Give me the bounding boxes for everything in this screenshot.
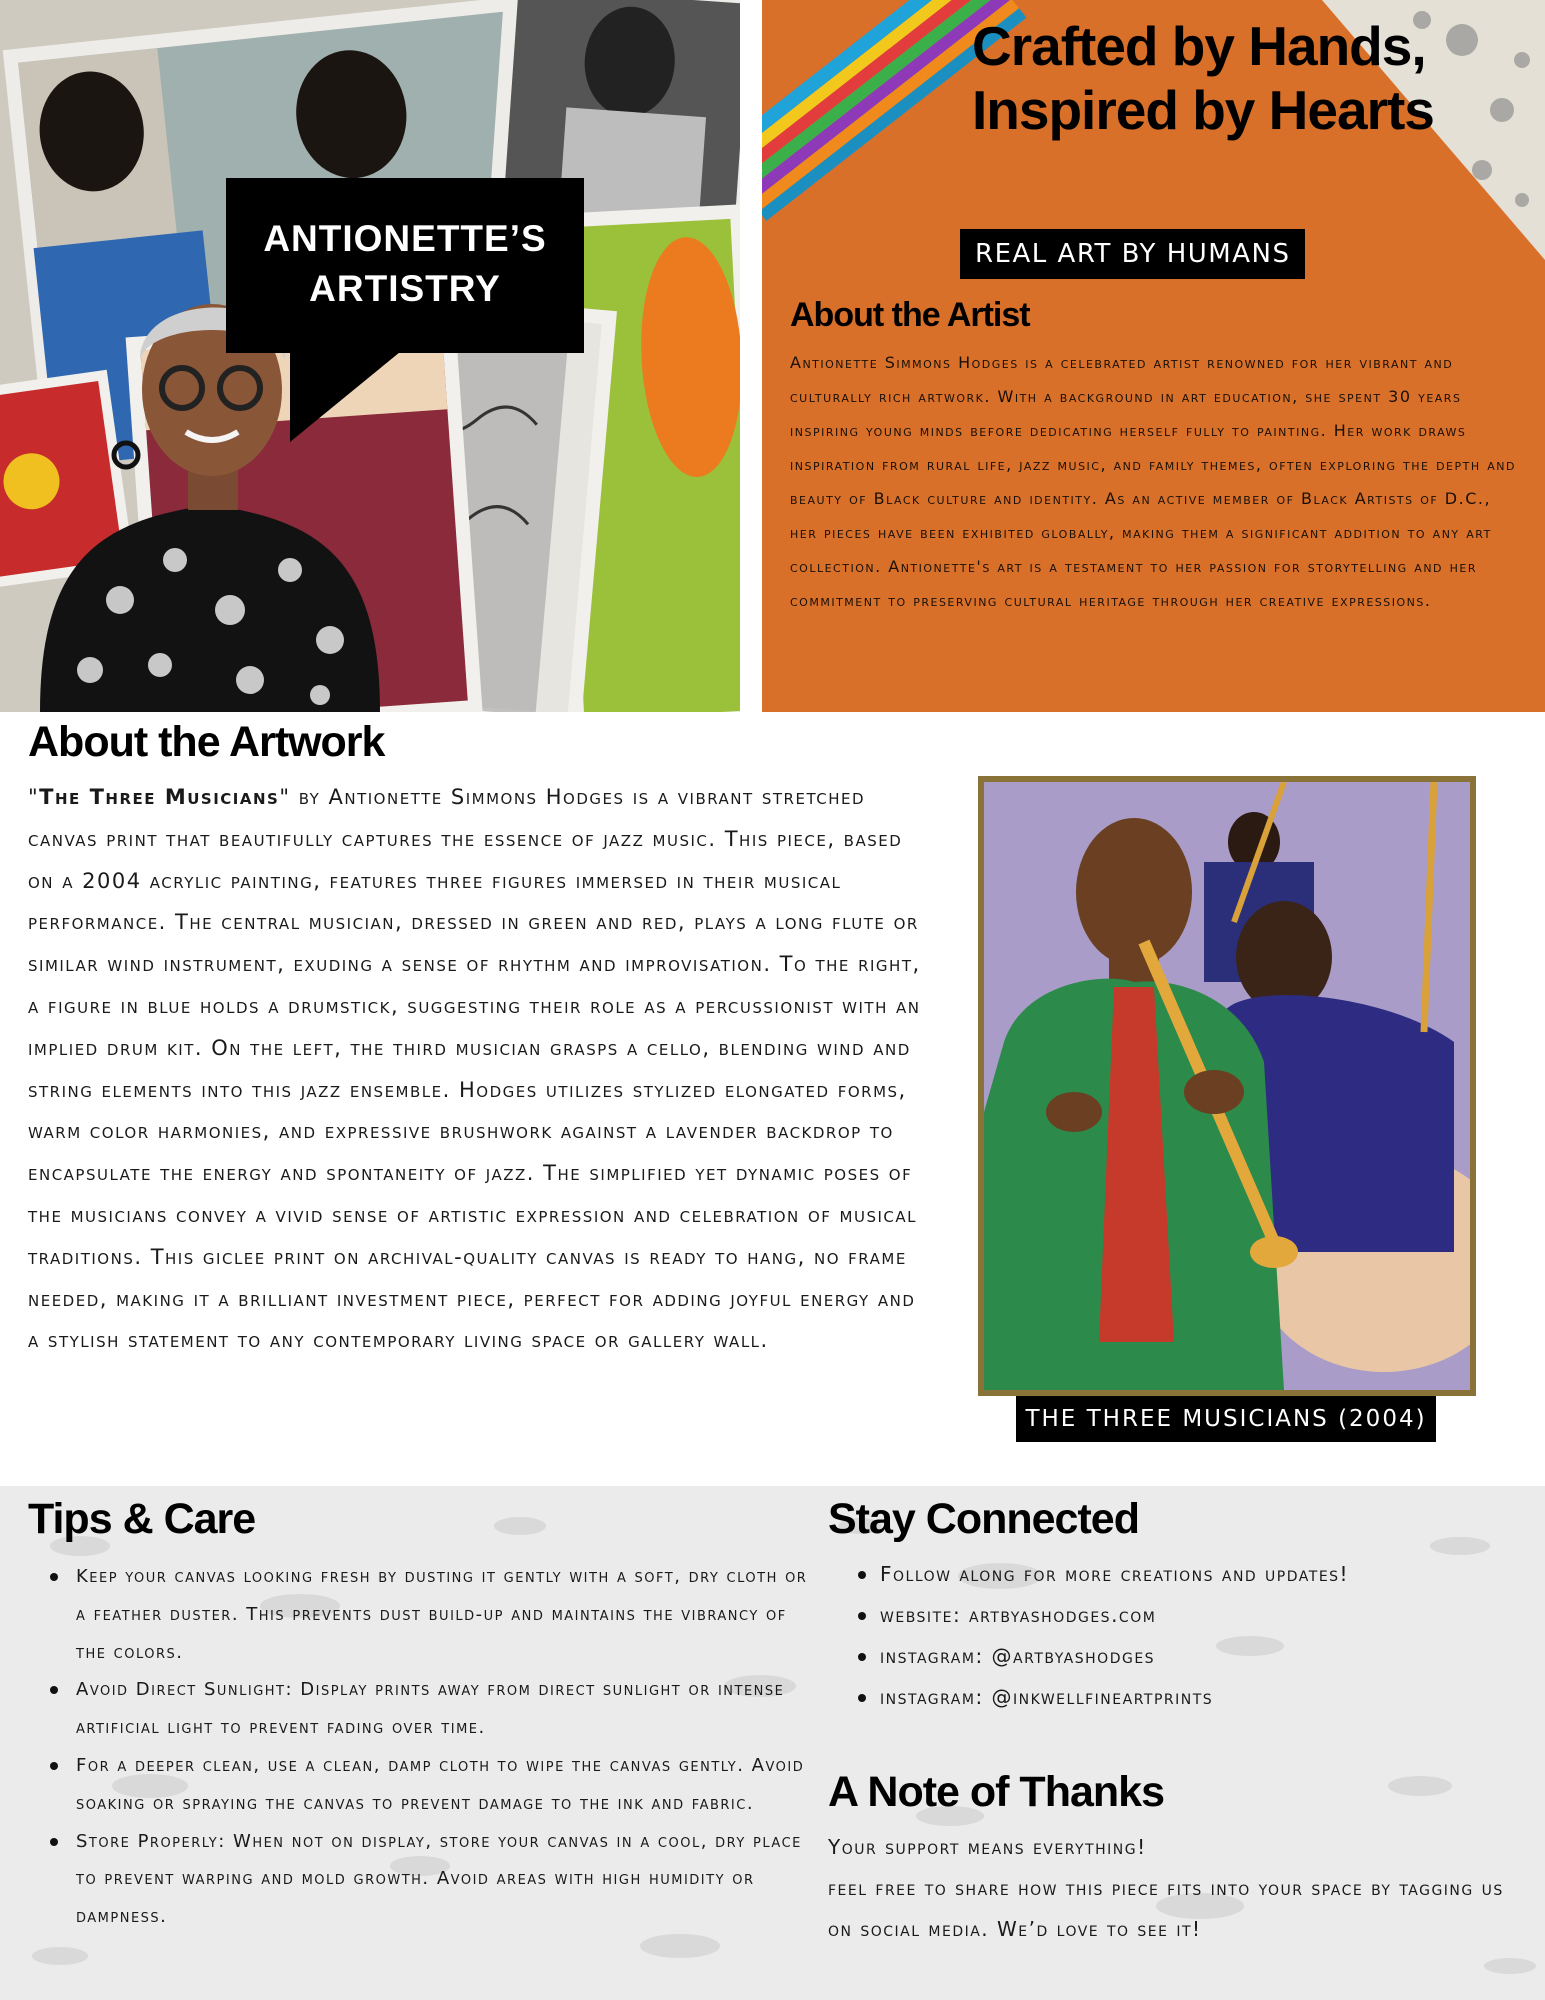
painting-caption: THE THREE MUSICIANS (2004) — [1016, 1396, 1436, 1442]
about-artist-text: Antionette Simmons Hodges is a celebrated artist renowned for her vibrant and culturally rich artwork. With a background in art education, she spent 30 years inspiring young minds before dedicating herself fully to painting. Her work draws inspiration from rural life, jazz music, and family themes, often exploring the depth and beauty of Black culture and identity. As an active member of Black Artists of D.C., her pieces have been exhibited globally, making them a significant addition to any art collection. Antionette's art is a testament to her passion for storytelling and her commitment to preserving cultural heritage through her creative expressions. — [790, 353, 1516, 610]
list-item: Avoid Direct Sunlight: Display prints away from direct sunlight or intense artificial light to prevent fading over time. — [28, 1671, 818, 1747]
instagram-link[interactable]: instagram: @artbyashodges — [828, 1636, 1448, 1677]
list-item: Keep your canvas looking fresh by dusting it gently with a soft, dry cloth or a feather duster. This prevents dust build-up and maintains the vibrancy of the colors. — [28, 1558, 818, 1671]
brand-name: ANTIONETTE’S ARTISTRY — [263, 218, 547, 309]
note-of-thanks-text — [828, 1827, 1528, 1950]
about-artwork-heading: About the Artwork — [28, 718, 385, 766]
three-musicians-painting — [978, 776, 1476, 1396]
thanks-line-2: feel free to share how this piece fits into your space by tagging us on social media. We’d love to see it! — [828, 1876, 1504, 1941]
website-link[interactable]: website: artbyashodges.com — [828, 1595, 1448, 1636]
painting-illustration — [984, 782, 1470, 1390]
instagram-link[interactable]: instagram: @inkwellfineartprints — [828, 1677, 1448, 1718]
stay-connected-heading: Stay Connected — [828, 1495, 1139, 1543]
list-item: Store Properly: When not on display, store your canvas in a cool, dry place to prevent warping and mold growth. Avoid areas with high humidity or dampness. — [28, 1823, 818, 1936]
about-artist-panel — [762, 0, 1545, 712]
quote-open: " — [28, 785, 40, 809]
about-artist-heading: About the Artist — [790, 296, 1030, 334]
artwork-description: " by Antionette Simmons Hodges is a vibrant stretched canvas print that beautifully captures the essence of jazz music. This piece, based on a 2004 acrylic painting, features three figures immersed in their musical performance. The central musician, dressed in green and red, plays a long flute or similar wind instrument, exuding a sense of rhythm and improvisation. To the right, a figure in blue holds a drumstick, suggesting their role as a percussionist with an implied drum kit. On the left, the third musician grasps a cello, blending wind and string elements into this jazz ensemble. Hodges utilizes stylized elongated forms, warm color harmonies, and expressive brushwork against a lavender backdrop to encapsulate the energy and spontaneity of jazz. The simplified yet dynamic poses of the musicians convey a vivid sense of artistic expression and celebration of musical traditions. This giclee print on archival-quality canvas is ready to hang, no frame needed, making it a brilliant investment piece, perfect for adding joyful energy and a stylish statement to any contemporary living space or gallery wall. — [28, 785, 921, 1353]
about-artwork-text — [28, 777, 928, 1362]
tips-care-heading: Tips & Care — [28, 1495, 256, 1543]
hero-tagline: Crafted by Hands, Inspired by Hearts — [972, 15, 1434, 141]
real-art-badge: REAL ART BY HUMANS — [960, 229, 1305, 279]
note-of-thanks-heading: A Note of Thanks — [828, 1768, 1164, 1816]
speech-bubble-tail — [290, 352, 400, 442]
list-item: Follow along for more creations and updates! — [828, 1554, 1448, 1595]
artist-photo-collage — [0, 0, 740, 712]
list-item: For a deeper clean, use a clean, damp cloth to wipe the canvas gently. Avoid soaking or spraying the canvas to prevent damage to the ink and fabric. — [28, 1747, 818, 1823]
artwork-name: The Three Musicians — [39, 785, 280, 809]
stay-connected-list — [828, 1554, 1448, 1718]
thanks-line-1: Your support means everything! — [828, 1835, 1147, 1859]
tips-care-list — [28, 1558, 818, 1936]
